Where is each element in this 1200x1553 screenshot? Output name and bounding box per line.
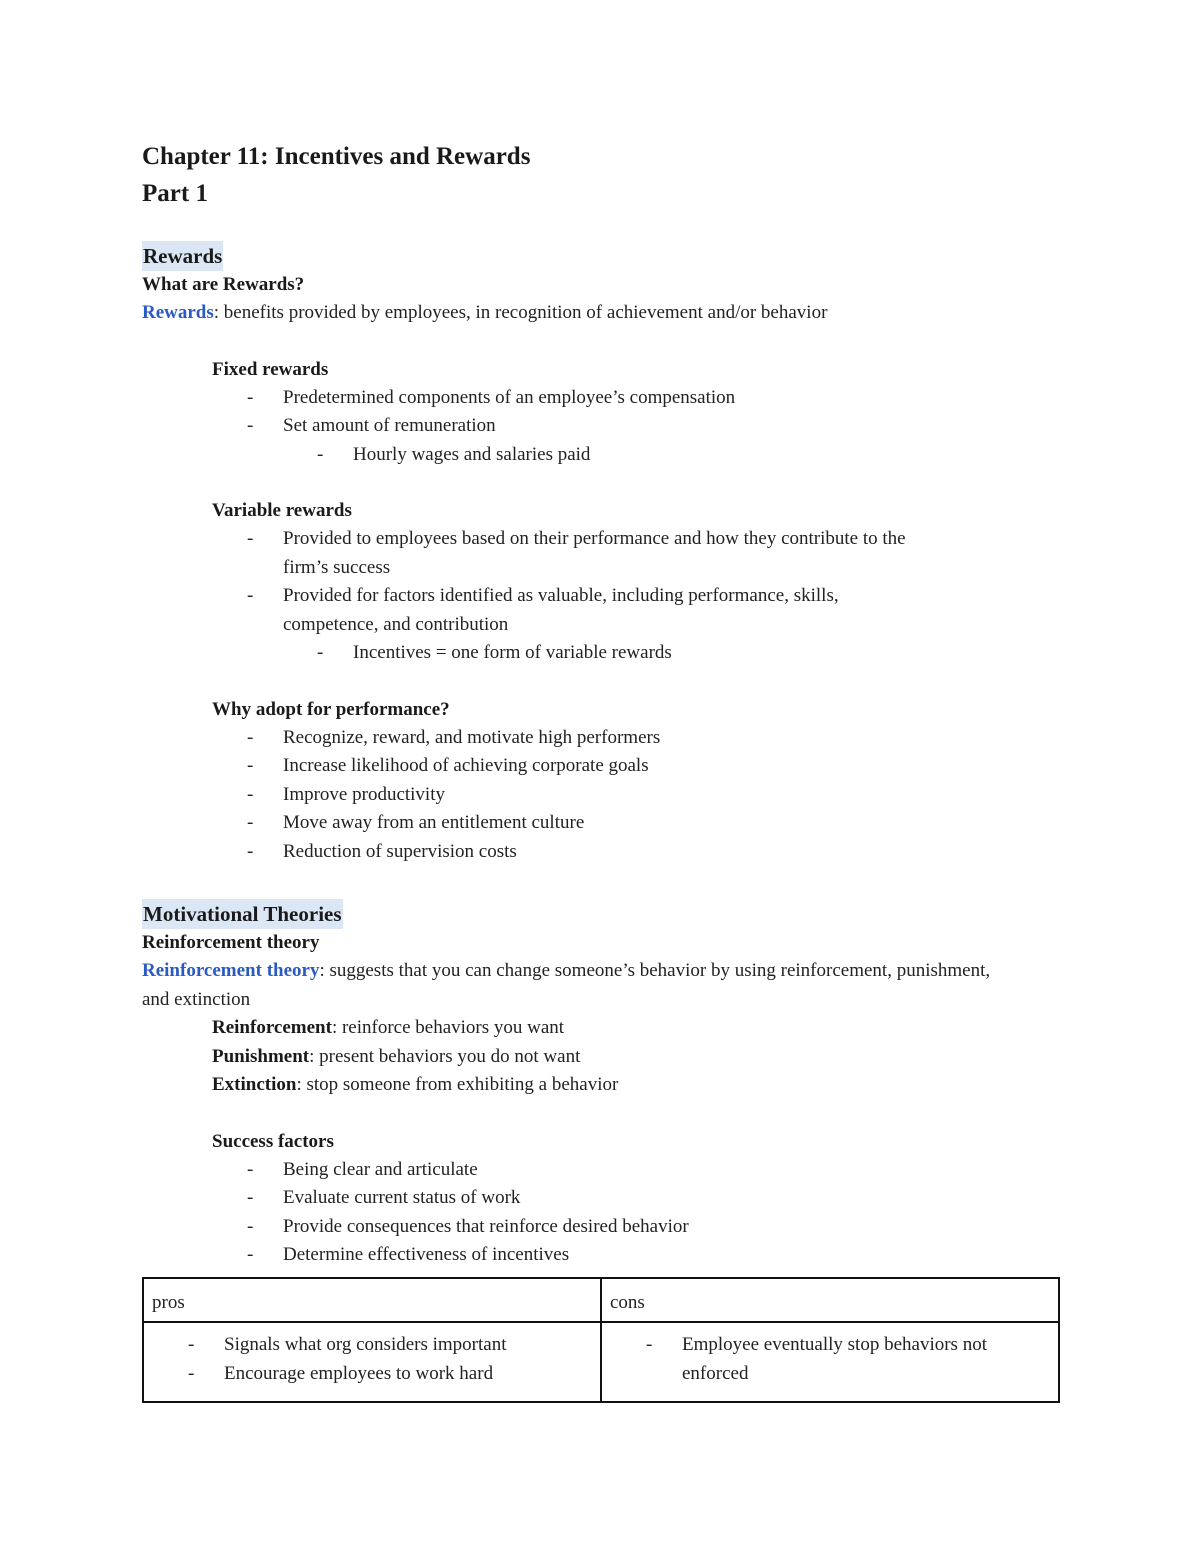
table-header-row xyxy=(143,1278,1059,1322)
list-item: - Improve productivity xyxy=(142,781,1062,810)
variable-rewards-heading: Variable rewards xyxy=(212,500,352,521)
list-item: - Incentives = one form of variable rewards xyxy=(142,639,1062,668)
list-item: - Reduction of supervision costs xyxy=(142,838,1062,867)
section-heading-rewards: Rewards xyxy=(142,241,223,271)
list-item: - Provided for factors identified as valuable, including performance, skills, competence, and contribution xyxy=(142,582,922,639)
section-heading-motivational-theories: Motivational Theories xyxy=(142,899,343,929)
definition-term: Reinforcement theory xyxy=(142,960,320,981)
subheading-what-are-rewards: What are Rewards? xyxy=(142,274,305,295)
variable-rewards-list xyxy=(142,525,1062,639)
bullet-dash: - xyxy=(247,1215,254,1237)
pros-cell xyxy=(143,1322,601,1402)
list-item: - Evaluate current status of work xyxy=(142,1184,1062,1213)
definition-text: : benefits provided by employees, in recognition of achievement and/or behavior xyxy=(213,302,828,323)
reinforcement-definition xyxy=(142,957,1062,1014)
list-item: - Encourage employees to work hard xyxy=(144,1360,600,1389)
fixed-rewards-sublist xyxy=(142,441,1062,470)
list-item: - Provide consequences that reinforce desired behavior xyxy=(142,1213,1062,1242)
table-header-pros: pros xyxy=(143,1278,601,1322)
bullet-dash: - xyxy=(247,415,254,436)
subheading-reinforcement-theory: Reinforcement theory xyxy=(142,932,320,953)
bullet-dash: - xyxy=(247,585,254,606)
bullet-dash: - xyxy=(247,386,254,408)
list-item: - Determine effectiveness of incentives xyxy=(142,1241,1062,1270)
bullet-dash: - xyxy=(247,840,254,862)
bullet-dash: - xyxy=(317,443,324,465)
definition-term: Rewards xyxy=(142,302,214,323)
bullet-dash: - xyxy=(247,1158,254,1180)
list-item: - Provided to employees based on their performance and how they contribute to the firm’s success xyxy=(142,525,922,582)
document-part: Part 1 xyxy=(142,180,208,207)
bullet-dash: - xyxy=(247,812,254,833)
bullet-dash: - xyxy=(247,726,254,748)
variable-rewards-sublist xyxy=(142,639,1062,668)
list-item: - Being clear and articulate xyxy=(142,1156,1062,1185)
list-item: - Employee eventually stop behaviors not enforced xyxy=(602,1331,1058,1388)
term-punishment: Punishment: present behaviors you do not want xyxy=(212,1045,581,1067)
definition-text: : suggests that you can change someone’s behavior by using reinforcement, punishment, and extinction xyxy=(142,960,991,1010)
bullet-dash: - xyxy=(646,1334,653,1355)
document-title: Chapter 11: Incentives and Rewards xyxy=(142,143,531,170)
why-adopt-list xyxy=(142,724,1062,867)
fixed-rewards-heading: Fixed rewards xyxy=(212,358,329,380)
table-row xyxy=(143,1322,1059,1402)
list-item: - Set amount of remuneration xyxy=(142,412,1062,441)
rewards-definition xyxy=(142,299,1062,328)
pros-cons-table xyxy=(142,1277,1060,1403)
bullet-dash: - xyxy=(188,1362,195,1384)
term-extinction: Extinction: stop someone from exhibiting a behavior xyxy=(212,1074,619,1095)
list-item: - Recognize, reward, and motivate high performers xyxy=(142,724,1062,753)
bullet-dash: - xyxy=(247,755,254,776)
list-item: - Increase likelihood of achieving corporate goals xyxy=(142,752,1062,781)
list-item: - Predetermined components of an employee’s compensation xyxy=(142,384,1062,413)
term-reinforcement: Reinforcement: reinforce behaviors you want xyxy=(212,1017,565,1038)
success-factors-heading: Success factors xyxy=(212,1130,334,1152)
why-adopt-heading: Why adopt for performance? xyxy=(212,698,450,720)
bullet-dash: - xyxy=(247,1187,254,1208)
success-factors-list xyxy=(142,1156,1062,1270)
list-item: - Move away from an entitlement culture xyxy=(142,809,1062,838)
list-item: - Signals what org considers important xyxy=(144,1331,600,1360)
cons-cell xyxy=(601,1322,1059,1402)
list-item: - Hourly wages and salaries paid xyxy=(142,441,1062,470)
bullet-dash: - xyxy=(247,1244,254,1265)
document-page xyxy=(142,138,1062,1270)
bullet-dash: - xyxy=(247,528,254,549)
bullet-dash: - xyxy=(247,783,254,805)
bullet-dash: - xyxy=(317,642,324,663)
bullet-dash: - xyxy=(188,1334,195,1355)
table-header-cons: cons xyxy=(601,1278,1059,1322)
fixed-rewards-list xyxy=(142,384,1062,441)
